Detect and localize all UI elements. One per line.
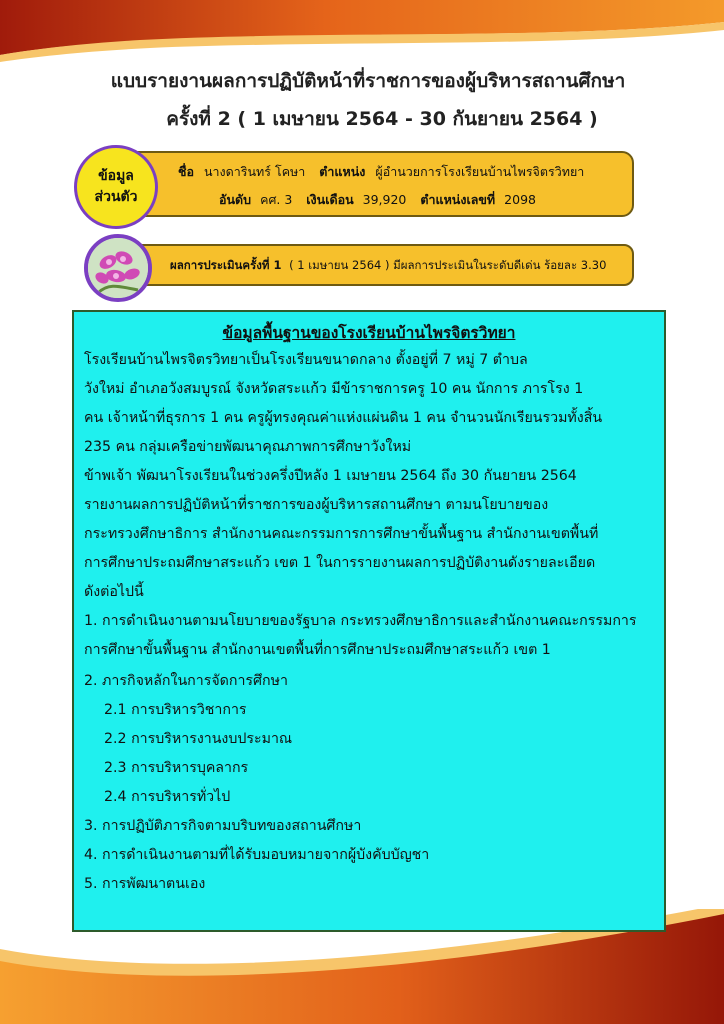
evaluation-detail: ( 1 เมษายน 2564 ) มีผลการประเมินในระดับดีเด่น ร้อยละ 3.30	[289, 258, 607, 272]
list-item-2: 2. ภารกิจหลักในการจัดการศึกษา	[84, 673, 288, 689]
paragraph-line: รายงานผลการปฏิบัติหน้าที่ราชการของผู้บริหารสถานศึกษา ตามนโยบายของ	[84, 497, 549, 513]
document-subtitle: ครั้งที่ 2 ( 1 เมษายน 2564 - 30 กันยายน 2564 )	[166, 108, 598, 130]
sub-item-2-3: 2.3 การบริหารบุคลากร	[104, 760, 249, 776]
personal-info-badge	[74, 145, 158, 229]
top-decorative-swoosh	[0, 0, 724, 70]
position-label: ตำแหน่ง	[319, 164, 366, 179]
paragraph-line: คน เจ้าหน้าที่ธุรการ 1 คน ครูผู้ทรงคุณค่าแห่งแผ่นดิน 1 คน จำนวนนักเรียนรวมทั้งสิ้น	[84, 410, 603, 426]
personal-info-banner	[120, 151, 634, 217]
paragraph-line: โรงเรียนบ้านไพรจิตรวิทยาเป็นโรงเรียนขนาดกลาง ตั้งอยู่ที่ 7 หมู่ 7 ตำบล	[84, 352, 528, 368]
evaluation-banner	[120, 244, 634, 286]
name-value: นางดารินทร์ โคษา	[203, 164, 306, 179]
paragraph-line: ดังต่อไปนี้	[84, 584, 144, 600]
personal-info-row-1	[178, 162, 594, 182]
list-item-4: 4. การดำเนินงานตามที่ได้รับมอบหมายจากผู้บังคับบัญชา	[84, 847, 430, 863]
list-item-3: 3. การปฏิบัติภารกิจตามบริบทของสถานศึกษา	[84, 818, 362, 834]
document-title: แบบรายงานผลการปฏิบัติหน้าที่ราชการของผู้บริหารสถานศึกษา	[110, 70, 626, 92]
sub-item-2-2: 2.2 การบริหารงานงบประมาณ	[104, 731, 293, 747]
name-label: ชื่อ	[178, 164, 194, 179]
rank-value: คศ. 3	[260, 192, 293, 207]
orchid-flower-image	[84, 234, 152, 302]
sub-item-2-1: 2.1 การบริหารวิชาการ	[104, 702, 247, 718]
salary-label: เงินเดือน	[306, 192, 354, 207]
position-number-value: 2098	[504, 192, 536, 207]
evaluation-label: ผลการประเมินครั้งที่ 1	[170, 258, 282, 272]
list-item-5: 5. การพัฒนาตนเอง	[84, 876, 206, 892]
evaluation-text	[170, 257, 606, 275]
position-number-label: ตำแหน่งเลขที่	[420, 192, 496, 207]
position-value: ผู้อำนวยการโรงเรียนบ้านไพรจิตรวิทยา	[375, 164, 585, 179]
school-description-paragraph	[84, 346, 602, 462]
paragraph-line: การศึกษาประถมศึกษาสระแก้ว เขต 1 ในการรายงานผลการปฏิบัติงานดังรายละเอียด	[84, 555, 596, 571]
badge-line-1: ข้อมูล	[98, 168, 134, 184]
rank-label: อันดับ	[219, 192, 252, 207]
panel-heading: ข้อมูลพื้นฐานของโรงเรียนบ้านไพรจิตรวิทยา	[222, 324, 516, 342]
sub-item-2-4: 2.4 การบริหารทั่วไป	[104, 789, 231, 805]
paragraph-line: 235 คน กลุ่มเครือข่ายพัฒนาคุณภาพการศึกษาวังใหม่	[84, 439, 412, 455]
personal-info-row-2	[219, 190, 546, 210]
list-item-1	[84, 607, 637, 665]
list-item-line: การศึกษาขั้นพื้นฐาน สำนักงานเขตพื้นที่การศึกษาประถมศึกษาสระแก้ว เขต 1	[84, 642, 551, 658]
list-item-line: 1. การดำเนินงานตามนโยบายของรัฐบาล กระทรวงศึกษาธิการและสำนักงานคณะกรรมการ	[84, 613, 637, 629]
salary-value: 39,920	[362, 192, 407, 207]
badge-line-2: ส่วนตัว	[94, 189, 138, 205]
report-intro-paragraph	[84, 462, 598, 607]
paragraph-line: ข้าพเจ้า พัฒนาโรงเรียนในช่วงครึ่งปีหลัง 1 เมษายน 2564 ถึง 30 กันยายน 2564	[84, 468, 577, 484]
paragraph-line: วังใหม่ อำเภอวังสมบูรณ์ จังหวัดสระแก้ว มีข้าราชการครู 10 คน นักการ ภารโรง 1	[84, 381, 584, 397]
school-info-panel	[72, 310, 666, 932]
paragraph-line: กระทรวงศึกษาธิการ สำนักงานคณะกรรมการการศึกษาขั้นพื้นฐาน สำนักงานเขตพื้นที่	[84, 526, 599, 542]
